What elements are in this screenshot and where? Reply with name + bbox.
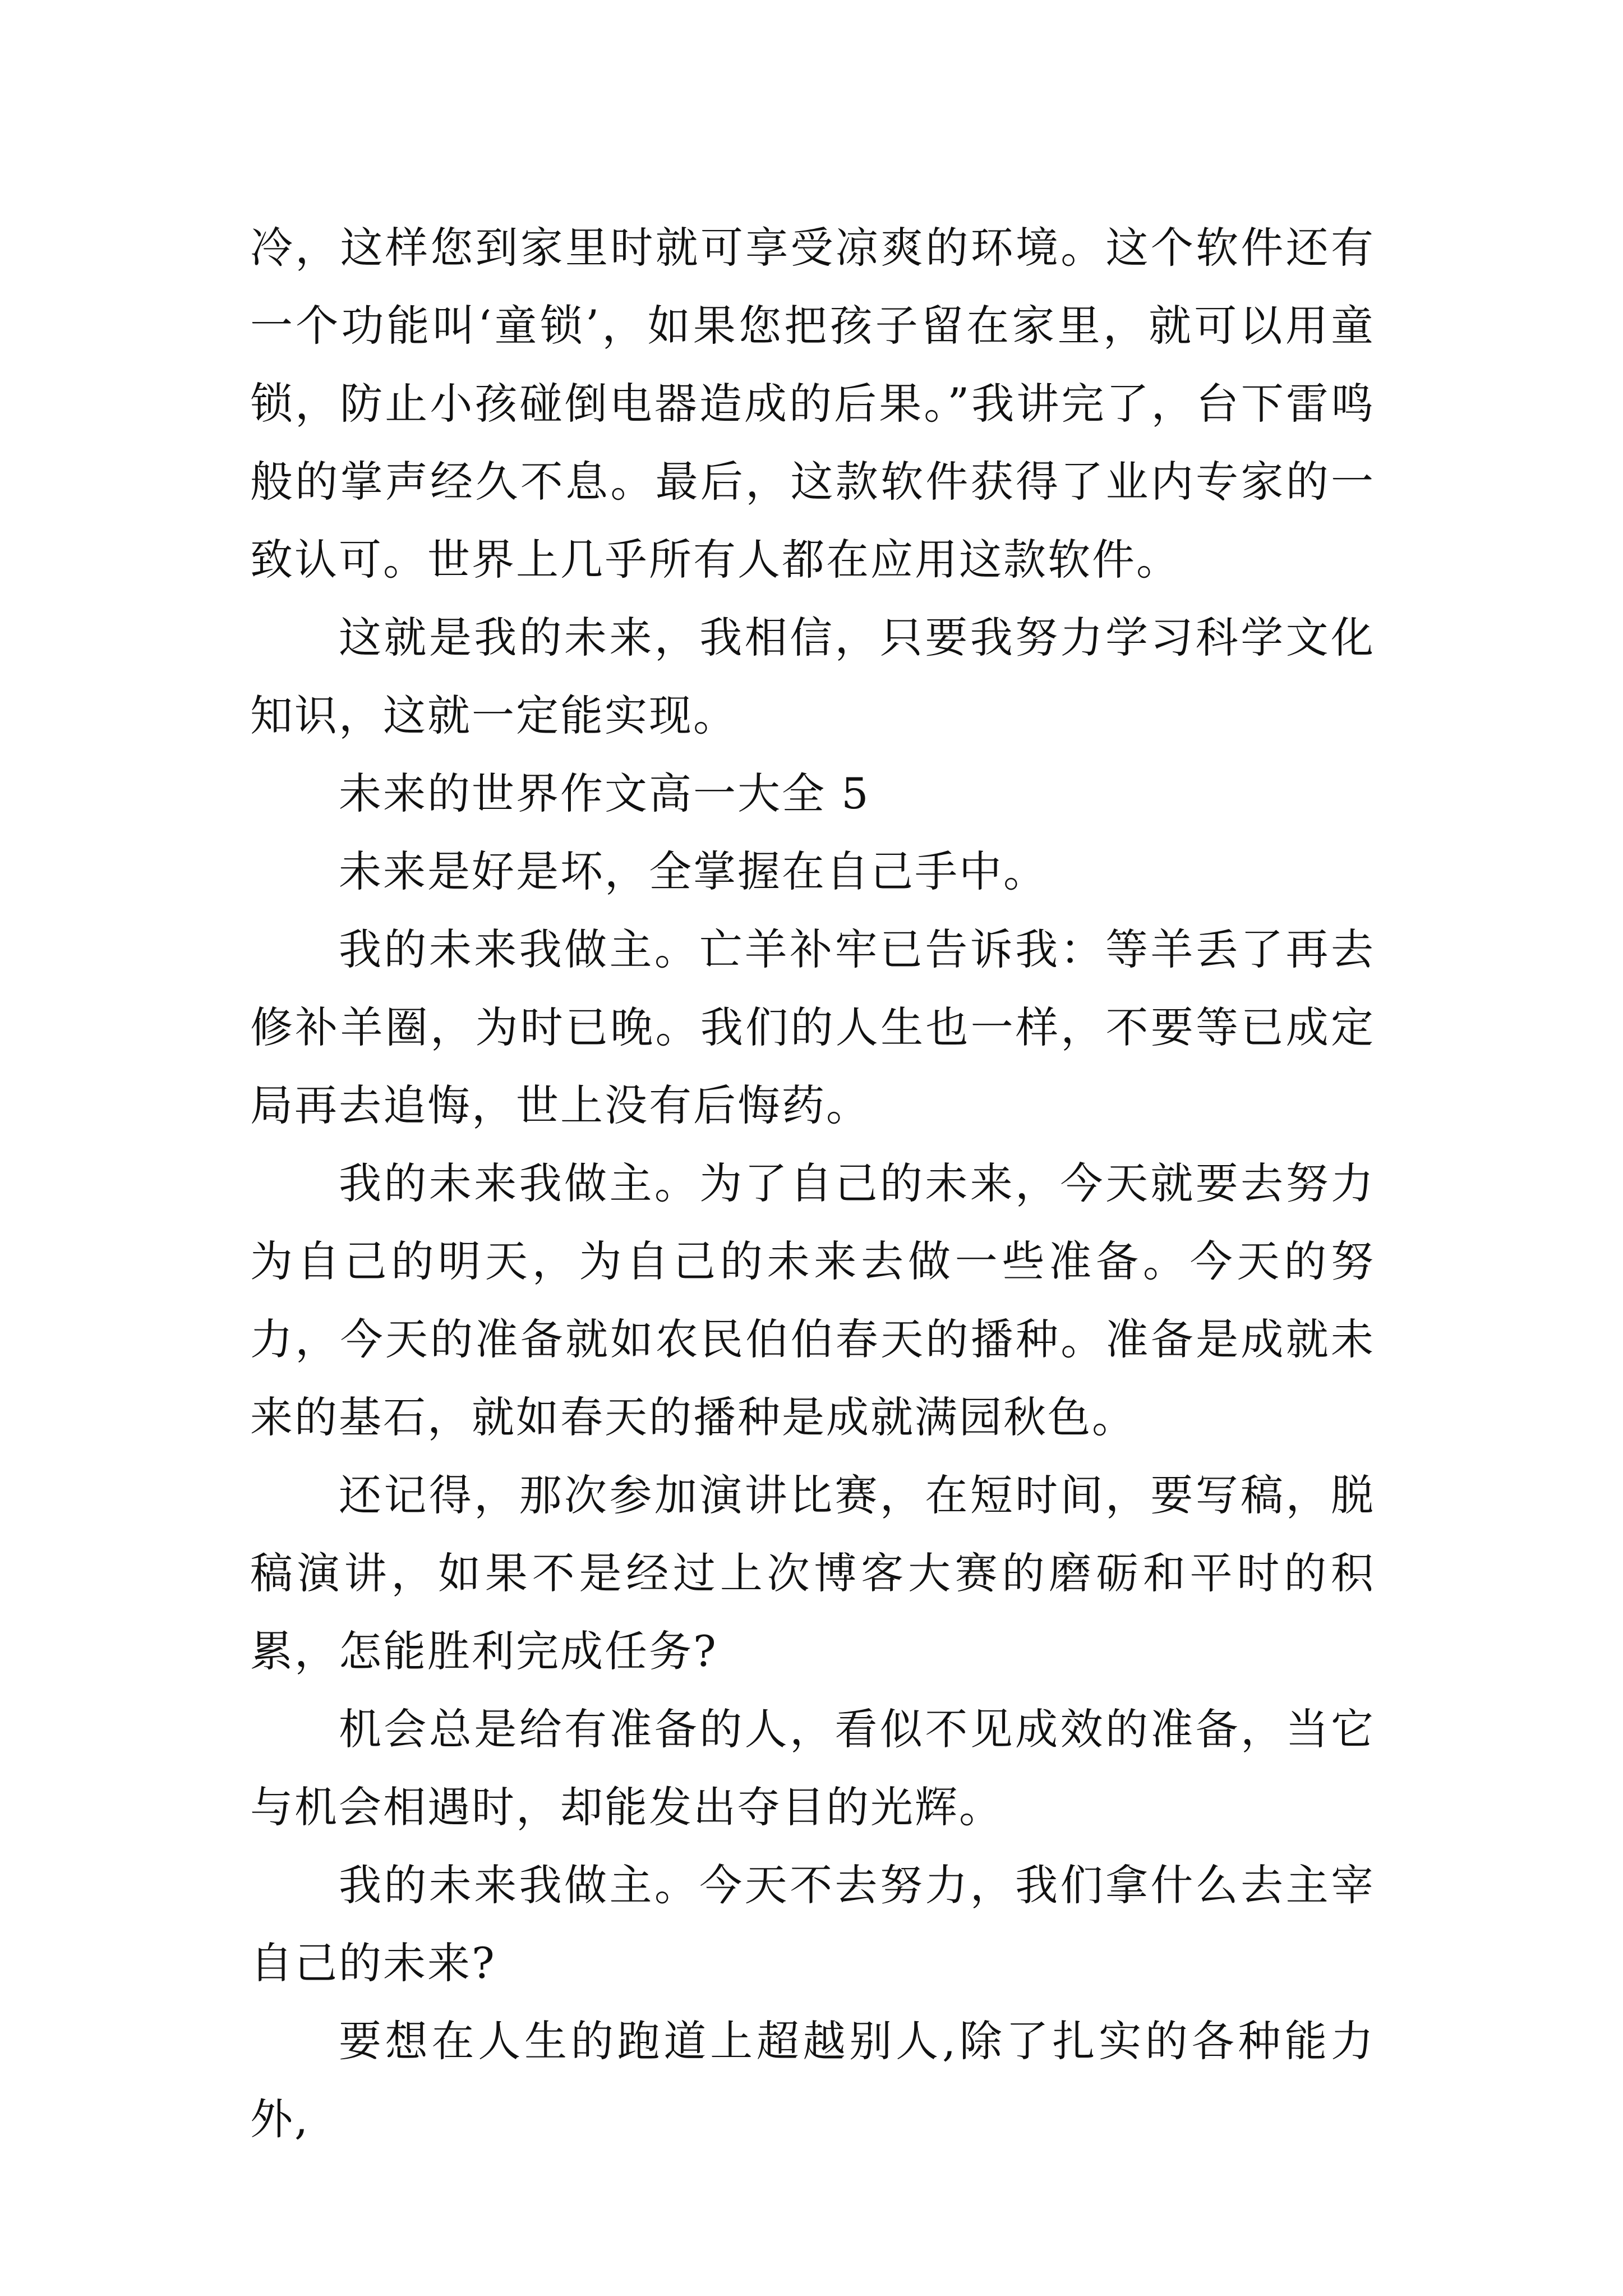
section-heading: 未来的世界作文高一大全 5 xyxy=(339,769,870,818)
paragraph: 未来是好是坏，全掌握在自己手中。 xyxy=(339,846,1048,896)
paragraph: 我的未来我做主。为了自己的未来，今天就要去努力为自己的明天，为自己的未来去做一些准备。今天的努力，今天的准备就如农民伯伯春天的播种。准备是成就未来的基石，就如春天的播种是成就满园秋色。 xyxy=(250,1158,1375,1442)
paragraph: 要想在人生的跑道上超越别人,除了扎实的各种能力外, xyxy=(250,2016,1375,2144)
paragraph: 这就是我的未来，我相信，只要我努力学习科学文化知识，这就一定能实现。 xyxy=(250,613,1375,740)
paragraph-continuation: 冷，这样您到家里时就可享受凉爽的环境。这个软件还有一个功能叫‘童锁’，如果您把孩子留在家里，就可以用童锁，防止小孩碰倒电器造成的后果。”我讲完了，台下雷鸣般的掌声经久不息。最后，这款软件获得了业内专家的一致认可。世界上几乎所有人都在应用这款软件。 xyxy=(250,223,1375,585)
document-body xyxy=(250,209,1375,2158)
paragraph: 机会总是给有准备的人，看似不见成效的准备，当它与机会相遇时，却能发出夺目的光辉。 xyxy=(250,1704,1375,1832)
paragraph: 我的未来我做主。今天不去努力，我们拿什么去主宰自己的未来? xyxy=(250,1860,1375,1988)
paragraph: 还记得，那次参加演讲比赛，在短时间，要写稿，脱稿演讲，如果不是经过上次博客大赛的磨砺和平时的积累，怎能胜利完成任务? xyxy=(250,1470,1375,1676)
paragraph: 我的未来我做主。亡羊补牢已告诉我：等羊丢了再去修补羊圈，为时已晚。我们的人生也一样，不要等已成定局再去追悔，世上没有后悔药。 xyxy=(250,924,1375,1130)
